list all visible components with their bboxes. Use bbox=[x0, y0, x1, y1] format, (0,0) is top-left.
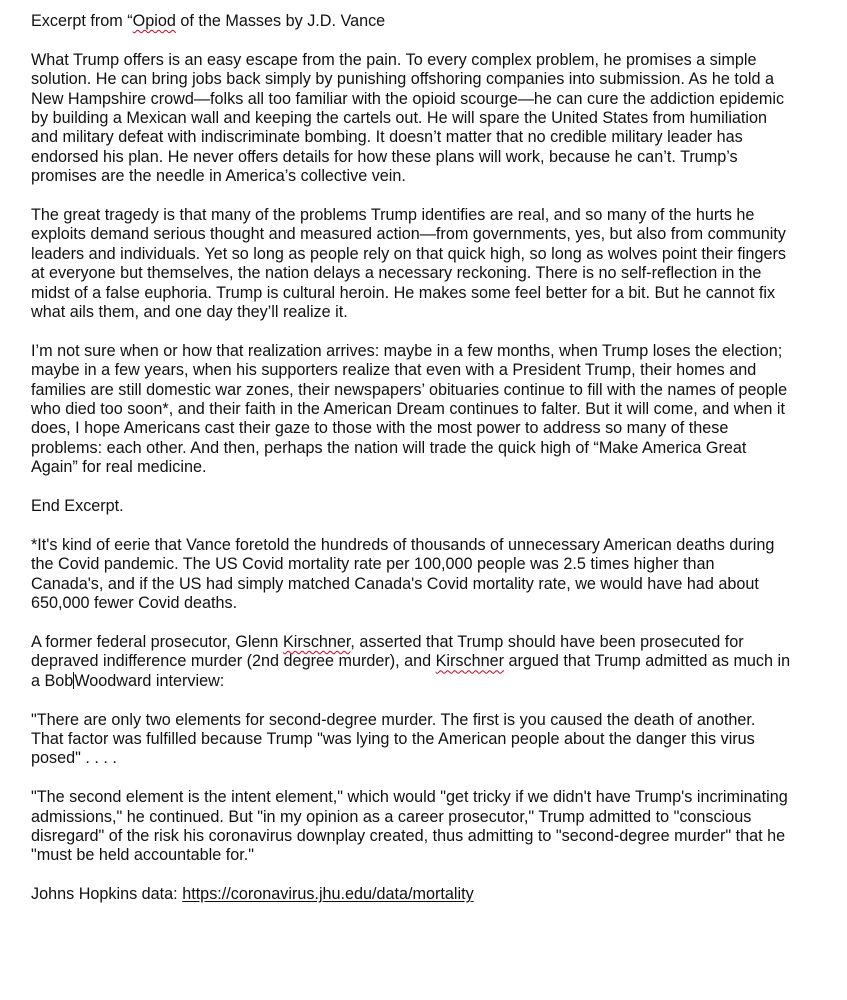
misspelled-name-1[interactable]: Kirschner bbox=[282, 632, 351, 651]
title-prefix: Excerpt from “ bbox=[31, 12, 133, 30]
source-label: Johns Hopkins data: bbox=[31, 885, 183, 904]
misspelled-name-2[interactable]: Kirschner bbox=[435, 652, 504, 671]
paragraph-prosecutor bbox=[31, 633, 791, 691]
paragraph-quote-1: "There are only two elements for second-degree murder. The first is you caused the death of another. That factor was fulfilled because Trump "was lying to the American people about the danger this virus posed" . . . . bbox=[31, 710, 756, 768]
prosecutor-text-3: argued that Trump admitted as much in a Bob bbox=[31, 652, 791, 690]
document-body[interactable] bbox=[31, 12, 791, 924]
title-suffix: of the Masses by J.D. Vance bbox=[175, 12, 386, 30]
source-line bbox=[31, 885, 791, 904]
paragraph-1: What Trump offers is an easy escape from the pain. To every complex problem, he promises a simple solution. He can bring jobs back simply by punishing offshoring companies into submission. As he told a New Hampshire crowd—folks all too familiar with the opioid scourge—he can cure the addiction epidemic by building a Mexican wall and keeping the cartels out. He will spare the United States from humiliation and military defeat with indiscriminate bombing. It doesn’t matter that no credible military leader has endorsed his plan. He never offers details for how these plans will work, because he can’t. Trump’s promises are the needle in America’s collective vein. bbox=[31, 50, 785, 186]
excerpt-title bbox=[31, 12, 791, 31]
prosecutor-text-4: Woodward interview: bbox=[74, 671, 225, 690]
paragraph-footnote: *It's kind of eerie that Vance foretold the hundreds of thousands of unnecessary American deaths during the Covid pandemic. The US Covid mortality rate per 100,000 people was 2.5 times higher than Canada's, and if the US had simply matched Canada's Covid mortality rate, we would have had about 650,000 fewer Covid deaths. bbox=[31, 535, 775, 613]
misspelled-word[interactable]: Opiod bbox=[132, 12, 176, 30]
paragraph-3: I’m not sure when or how that realization arrives: maybe in a few months, when Trump loses the election; maybe in a few years, when his supporters realize that even with a President Trump, their homes and families are still domestic war zones, their newspapers’ obituaries continue to fill with the names of people who died too soon*, and their faith in the American Dream continues to falter. But it will come, and when it does, I hope Americans cast their gaze to those with the most power to address so many of these problems: each other. And then, perhaps the nation will trade the quick high of “Make America Great Again” for real medicine. bbox=[31, 341, 788, 477]
paragraph-quote-2: "The second element is the intent element," which would "get tricky if we didn't have Trump's incriminating admissions," he continued. But "in my opinion as a career prosecutor," Trump admitted to "conscious disregard" of the risk his coronavirus downplay created, thus admitting to "second-degree murder" that he "must be held accountable for." bbox=[31, 788, 788, 865]
prosecutor-text-2: , asserted that Trump should have been prosecuted for depraved indifference murder (2nd degree murder), and bbox=[31, 632, 744, 671]
end-excerpt: End Excerpt. bbox=[31, 497, 124, 516]
paragraph-2: The great tragedy is that many of the problems Trump identifies are real, and so many of the hurts he exploits demand serious thought and measured action—from governments, yes, but also from community leaders and individuals. Yet so long as people rely on that quick high, so long as wolves point their fingers at everyone but themselves, the nation delays a necessary reckoning. There is no self-reflection in the midst of a false euphoria. Trump is cultural heroin. He makes some feel better for a bit. But he cannot fix what ails them, and one day they’ll realize it. bbox=[31, 206, 786, 322]
source-link[interactable]: https://coronavirus.jhu.edu/data/mortality bbox=[182, 885, 474, 904]
prosecutor-text-1: A former federal prosecutor, Glenn bbox=[31, 632, 283, 651]
